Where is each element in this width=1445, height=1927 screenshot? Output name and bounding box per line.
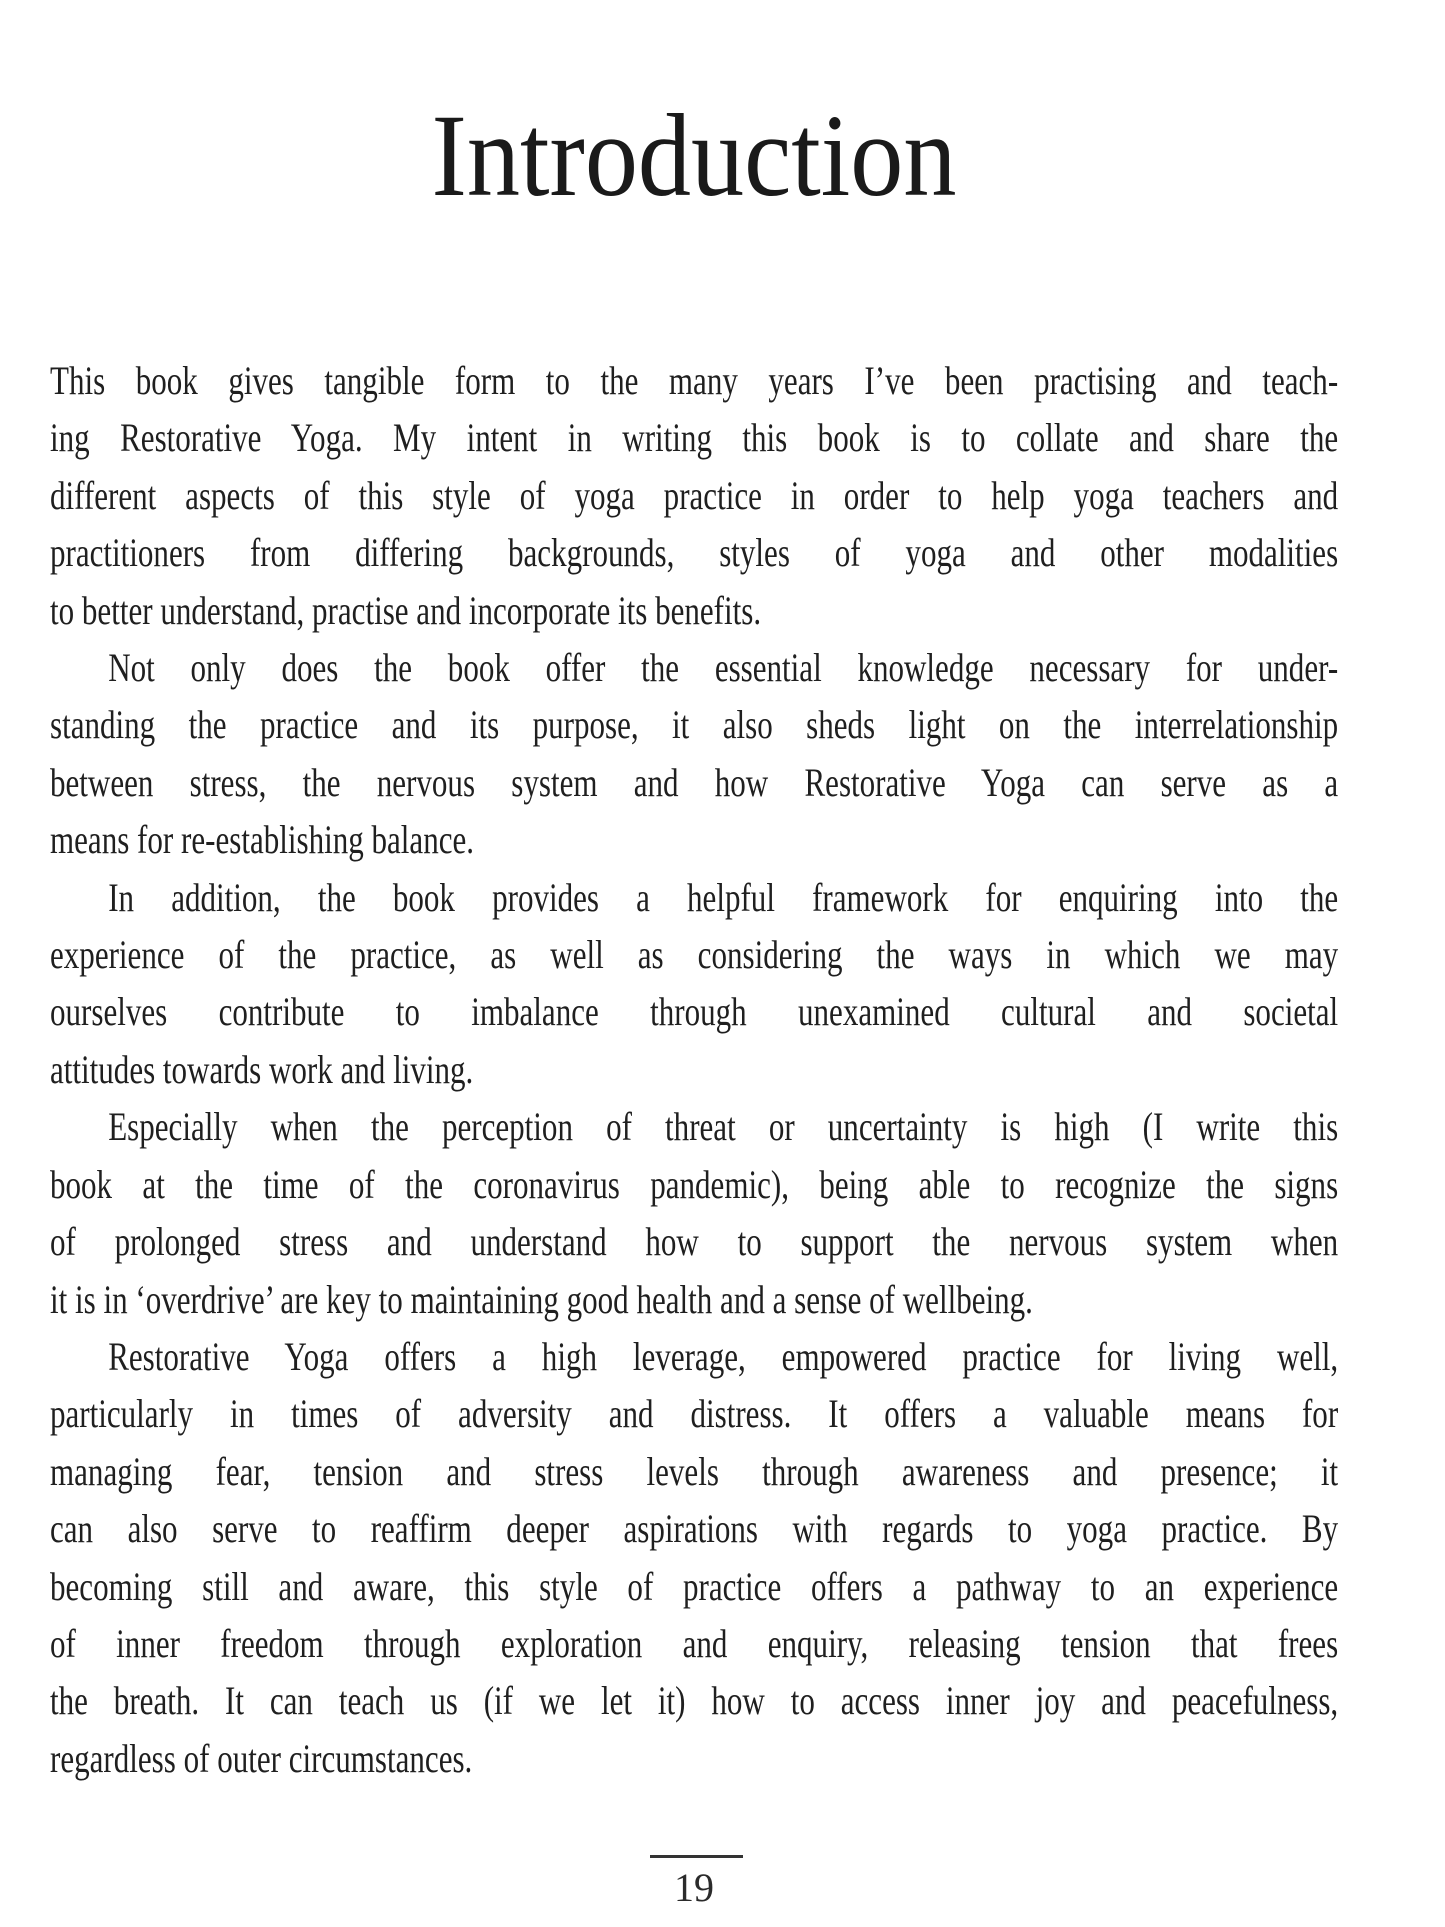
- text-line: practitioners from differing backgrounds, styles of yoga and other modalities: [50, 530, 1339, 576]
- text-line: experience of the practice, as well as considering the ways in which we may: [50, 932, 1339, 978]
- text-line: between stress, the nervous system and how Restorative Yoga can serve as a: [50, 759, 1339, 805]
- text-line: standing the practice and its purpose, it also sheds light on the interrelationship: [50, 702, 1339, 748]
- text-line: of prolonged stress and understand how to support the nervous system when: [50, 1219, 1339, 1265]
- text-line: book at the time of the coronavirus pandemic), being able to recognize the signs: [50, 1161, 1339, 1207]
- text-line: means for re-establishing balance.: [50, 817, 475, 863]
- page-title: Introduction: [431, 90, 957, 222]
- text-line: ing Restorative Yoga. My intent in writing this book is to collate and share the: [50, 415, 1339, 461]
- text-line: becoming still and aware, this style of practice offers a pathway to an experience: [50, 1563, 1339, 1609]
- text-line: Restorative Yoga offers a high leverage, empowered practice for living well,: [108, 1333, 1339, 1379]
- paragraph: [50, 1098, 1338, 1328]
- text-line: the breath. It can teach us (if we let it) how to access inner joy and peacefulness,: [50, 1678, 1339, 1724]
- paragraph: [50, 1328, 1338, 1787]
- text-line: Especially when the perception of threat or uncertainty is high (I write this: [108, 1104, 1339, 1150]
- paragraph: [50, 352, 1338, 639]
- paragraph: [50, 869, 1338, 1099]
- text-line: particularly in times of adversity and distress. It offers a valuable means for: [50, 1391, 1339, 1437]
- text-line: of inner freedom through exploration and enquiry, releasing tension that frees: [50, 1620, 1339, 1666]
- paragraph: [50, 639, 1338, 869]
- text-line: managing fear, tension and stress levels through awareness and presence; it: [50, 1448, 1339, 1494]
- page-number-label: 19: [674, 1865, 714, 1910]
- text-line: to better understand, practise and incorporate its benefits.: [50, 587, 762, 633]
- text-line: different aspects of this style of yoga practice in order to help yoga teachers and: [50, 472, 1339, 518]
- text-line: can also serve to reaffirm deeper aspirations with regards to yoga practice. By: [50, 1506, 1339, 1552]
- text-line: This book gives tangible form to the many years I’ve been practising and teach-: [50, 358, 1339, 403]
- body-text: [50, 352, 1338, 1787]
- footer-divider: [650, 1855, 743, 1858]
- text-line: In addition, the book provides a helpful framework for enquiring into the: [108, 874, 1339, 920]
- text-line: it is in ‘overdrive’ are key to maintaining good health and a sense of wellbeing.: [50, 1276, 1033, 1322]
- text-line: attitudes towards work and living.: [50, 1046, 474, 1092]
- text-line: Not only does the book offer the essential knowledge necessary for under-: [108, 645, 1339, 691]
- text-line: regardless of outer circumstances.: [50, 1735, 473, 1781]
- text-line: ourselves contribute to imbalance through unexamined cultural and societal: [50, 989, 1339, 1035]
